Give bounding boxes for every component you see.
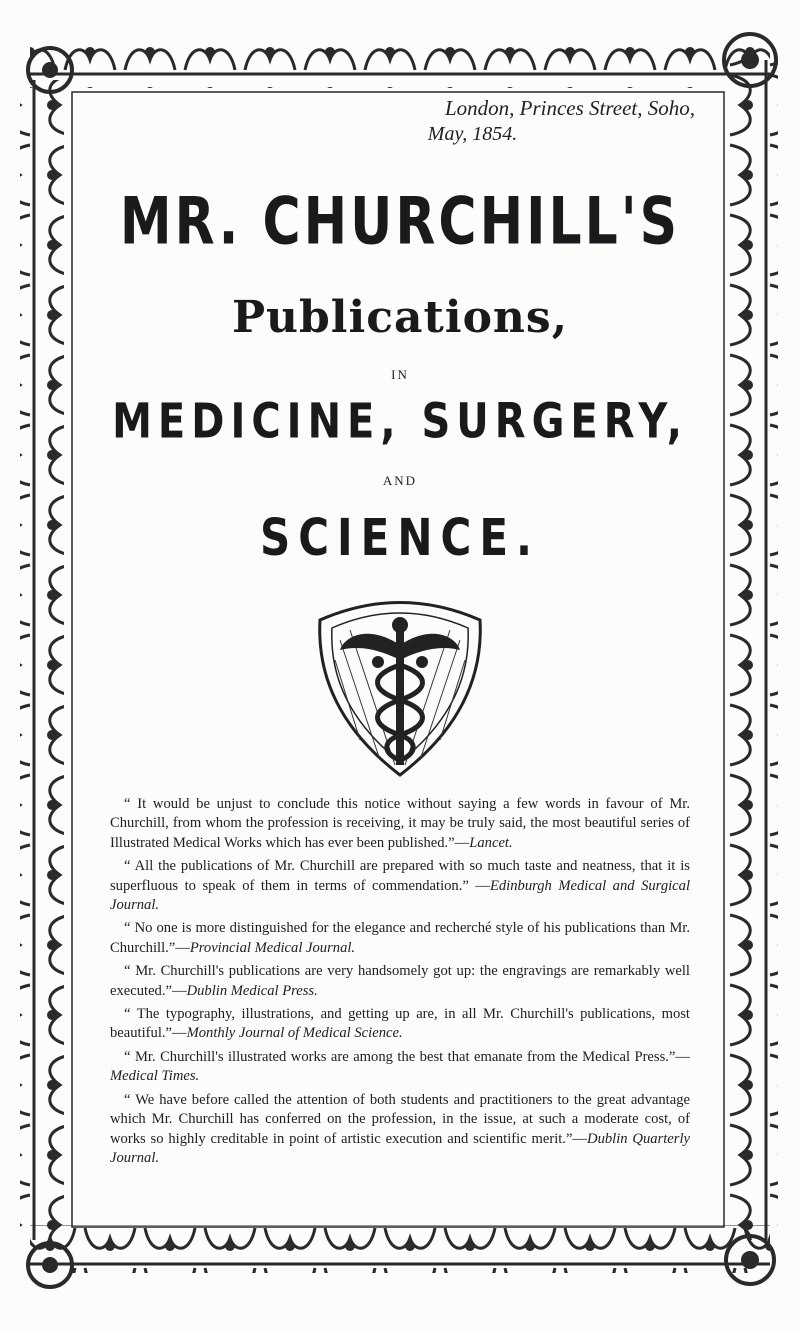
review-paragraph <box>110 795 690 853</box>
review-text: “ We have before called the attention of both students and practitioners to the great advantage which Mr. Churchill has conferred on the profession, in the issue, at such a moderate cost, of works so highly creditable in point of artistic execution and scientific merit.”— <box>110 1091 690 1147</box>
dateline-date: May, 1854. <box>427 123 518 145</box>
review-source: Edinburgh Medical and Surgical Journal. <box>110 877 690 914</box>
review-source: Monthly Journal of Medical Science. <box>186 1025 403 1042</box>
publications-heading: Publications, <box>231 292 569 343</box>
in-label: IN <box>391 367 409 382</box>
review-paragraph <box>110 1048 690 1087</box>
review-text: “ Mr. Churchill's publications are very handsomely got up: the engravings are remarkably well executed.”— <box>110 963 690 999</box>
dateline <box>100 95 695 147</box>
caduceus-emblem-icon <box>300 590 500 780</box>
review-paragraph <box>110 1091 690 1169</box>
review-paragraph <box>110 919 690 958</box>
review-source: Dublin Medical Press. <box>186 982 318 999</box>
review-paragraph <box>110 962 690 1001</box>
main-title: MR. CHURCHILL'S <box>119 184 681 260</box>
and-label: AND <box>382 473 418 488</box>
review-paragraph <box>110 1005 690 1044</box>
science-heading: SCIENCE. <box>259 508 540 567</box>
review-text: “ It would be unjust to conclude this notice without saying a few words in favour of Mr. Churchill, from whom the profession is receiving, it may be truly said, the most beautiful series of Illustrated Medical Works which has ever been published.”— <box>110 796 690 851</box>
review-text: “ The typography, illustrations, and getting up are, in all Mr. Churchill's publications, most beautiful.”— <box>110 1006 690 1042</box>
review-text: “ Mr. Churchill's illustrated works are among the best that emanate from the Medical Press.”— <box>124 1048 690 1065</box>
review-source: Provincial Medical Journal. <box>189 939 356 956</box>
review-text: “ No one is more distinguished for the elegance and recherché style of his publications than Mr. Churchill.”— <box>110 920 690 956</box>
review-paragraph <box>110 857 690 915</box>
review-source: Lancet. <box>469 834 513 851</box>
review-text: “ All the publications of Mr. Churchill are prepared with so much taste and neatness, that it is superfluous to speak of them in terms of commendation.” — <box>110 858 690 894</box>
title-block <box>100 95 700 567</box>
dateline-place: London, Princes Street, Soho, <box>444 96 695 120</box>
reviews-section <box>110 795 690 1172</box>
review-source: Dublin Quarterly Journal. <box>110 1130 690 1166</box>
subjects-heading: MEDICINE, SURGERY, <box>112 394 688 450</box>
review-source: Medical Times. <box>110 1068 200 1085</box>
